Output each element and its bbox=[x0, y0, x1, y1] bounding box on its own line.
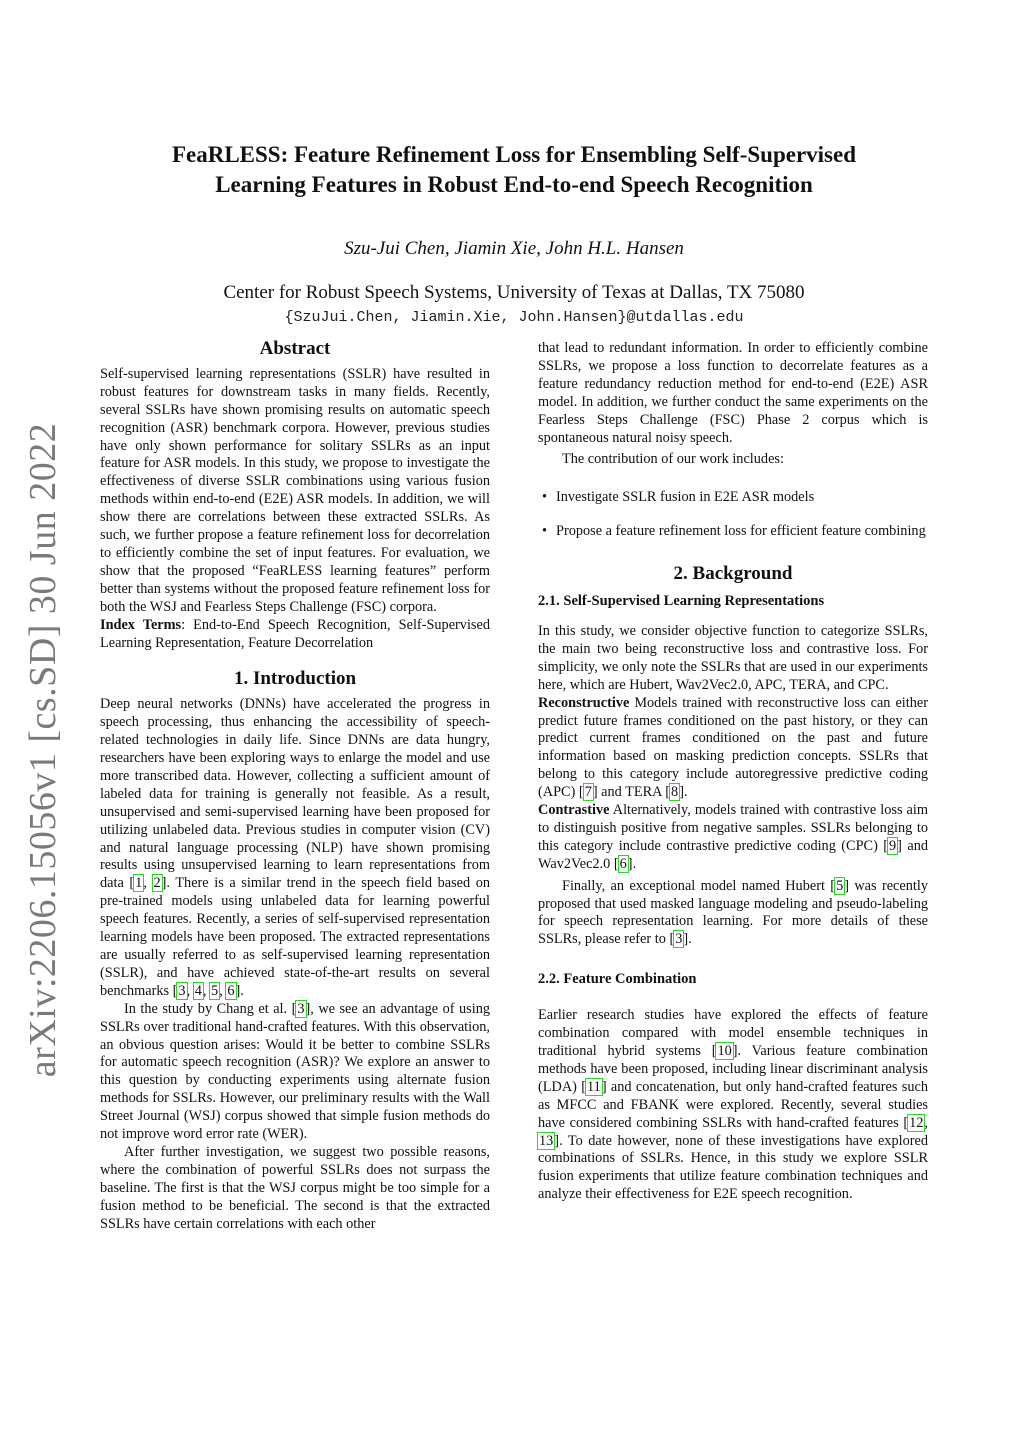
right-column bbox=[538, 340, 928, 1204]
citation-link[interactable]: 10 bbox=[717, 1043, 732, 1059]
affiliation: Center for Robust Speech Systems, University of Texas at Dallas, TX 75080 bbox=[223, 282, 805, 303]
intro-paragraph-2: In the study by Chang et al. [3], we see an advantage of using SSLRs over traditional hand-crafted features. With this observation, an obvious question arises: Would it be better to combine SSLRs for automatic speech recognition (ASR)? We explore an answer to this question by conducting experiments using alternate fusion methods for SSLRs. However, our preliminary results with the Wall Street Journal (WSJ) corpus showed that simple fusion methods do not improve word error rate (WER). bbox=[100, 1000, 490, 1143]
citation-link[interactable]: 4 bbox=[194, 982, 202, 999]
paper-header bbox=[100, 140, 928, 326]
citation-link[interactable]: 2 bbox=[153, 875, 161, 892]
citation-link[interactable]: 9 bbox=[889, 837, 897, 854]
hubert-paragraph: Finally, an exceptional model named Hubert [5] was recently proposed that used masked language modeling and pseudo-labeling for speech representation learning. For more details of these SSLRs, please refer to [3]. bbox=[538, 877, 928, 948]
intro-paragraph-3-continued: that lead to redundant information. In order to efficiently combine SSLRs, we propose a loss function to decorrelate features as a feature redundancy reduction method for end-to-end (E2E) ASR model. In addition, we further conduct the same experiments on the Fearless Steps Challenge (FSC) Phase 2 corpus which is spontaneous natural noisy speech. bbox=[538, 340, 928, 446]
intro-paragraph-4: The contribution of our work includes: bbox=[562, 451, 784, 468]
list-item: • Investigate SSLR fusion in E2E ASR models bbox=[556, 489, 928, 507]
authors: Szu-Jui Chen, Jiamin Xie, John H.L. Hansen bbox=[344, 238, 684, 259]
abstract-body: Self-supervised learning representations (SSLR) have resulted in robust features for downstream tasks in many fields. Recently, several SSLRs have shown promising results on automatic speech recognition (ASR) benchmark corpora. However, previous studies have only shown performance for solitary SSLRs as an input feature for ASR models. In this study, we propose to investigate the effectiveness of diverse SSLR combinations using various fusion methods within end-to-end (E2E) ASR models. In addition, we will show there are correlations between these extracted SSLRs. As such, we further propose a feature refinement loss for decorrelation to efficiently combine the set of input features. For evaluation, we show that the proposed “FeaRLESS learning features” perform better than systems without the proposed feature refinement loss for both the WSJ and Fearless Steps Challenge (FSC) corpora. bbox=[100, 365, 490, 615]
feature-combination-paragraph: Earlier research studies have explored the effects of feature combination compared with model ensemble techniques in traditional hybrid systems [10]. Various feature combination methods have been proposed, including linear discriminant analysis (LDA) [11] and concatenation, but only hand-crafted features such as MFCC and FBANK were explored. Recently, several studies have considered combining SSLRs with hand-crafted features [12, 13]. To date however, none of these investigations have explored combinations of SSLRs. Hence, in this study we explore SSLR fusion experiments that utilize feature combination techniques and analyze their effectiveness for E2E speech recognition. bbox=[538, 1007, 928, 1203]
email: {SzuJui.Chen, Jiamin.Xie, John.Hansen}@utdallas.edu bbox=[284, 309, 744, 326]
reconstructive-paragraph: Reconstructive Models trained with reconstructive loss can either predict future frames conditioned on the past history, or they can predict current frames conditioned on the past and future information based on masking prediction concepts. SSLRs that belong to this category include autoregressive predictive coding (APC) [7] and TERA [8]. bbox=[538, 694, 928, 801]
citation-link[interactable]: 11 bbox=[587, 1078, 601, 1095]
list-item: • Propose a feature refinement loss for efficient feature combining bbox=[556, 523, 928, 541]
citation-link[interactable]: 1 bbox=[135, 875, 143, 892]
index-terms-text: : End-to-End Speech Recognition, Self-Supervised Learning Representation, Feature Decorrelation bbox=[100, 616, 490, 651]
title-line-2: Learning Features in Robust End-to-end Speech Recognition bbox=[215, 172, 813, 197]
title-line-1: FeaRLESS: Feature Refinement Loss for Ensembling Self-Supervised bbox=[171, 142, 857, 167]
left-column bbox=[100, 340, 490, 1234]
citation-link[interactable]: 7 bbox=[584, 784, 592, 801]
citation-link[interactable]: 8 bbox=[671, 784, 679, 801]
citation-link[interactable]: 3 bbox=[675, 931, 683, 948]
citation-link[interactable]: 5 bbox=[836, 877, 844, 894]
paper-title bbox=[100, 140, 928, 200]
citation-link[interactable]: 12 bbox=[909, 1114, 924, 1131]
index-terms bbox=[100, 617, 490, 653]
intro-paragraph-1: Deep neural networks (DNNs) have accelerated the progress in speech processing, thus enhancing the accessibility of speech-related technologies in daily life. Since DNNs are data hungry, researchers have been exploring ways to enlarge the model and use more transcribed data. However, collecting a sufficient amount of labeled data for training is generally not feasible. As a result, unsupervised and semi-supervised learning have been proposed for utilizing unlabeled data. Previous studies in computer vision (CV) and natural language processing (NLP) have shown promising results using unsupervised learning to learn representations from data [1, 2]. There is a similar trend in the speech field based on pre-trained models using unlabeled data for learning powerful speech features. Recently, a series of self-supervised representation learning models have been proposed. The extracted representations are usually referred to as self-supervised learning representation (SSLR), and have achieved state-of-the-art results on several benchmarks [3, 4, 5, 6]. bbox=[100, 696, 491, 999]
citation-link[interactable]: 3 bbox=[297, 1000, 305, 1017]
arxiv-sidebar-stamp bbox=[14, 422, 72, 1078]
intro-paragraph-3: After further investigation, we suggest two possible reasons, where the combination of powerful SSLRs does not surpass the baseline. The first is that the WSJ corpus might be too simple for a fusion method to be beneficial. The second is that the extracted SSLRs have certain correlations with each other bbox=[100, 1143, 490, 1232]
index-terms-label: Index Terms bbox=[100, 616, 182, 633]
contrastive-label: Contrastive bbox=[538, 802, 610, 819]
subsection-2-2-heading: 2.2. Feature Combination bbox=[538, 971, 697, 988]
citation-link[interactable]: 5 bbox=[211, 982, 219, 999]
contrastive-paragraph: Contrastive Alternatively, models trained with contrastive loss aim to distinguish positive from negative samples. SSLRs belonging to this category include contrastive predictive coding (CPC) [9] and Wav2Vec2.0 [6]. bbox=[538, 802, 929, 872]
contribution-list bbox=[538, 489, 928, 541]
background-heading: 2. Background bbox=[673, 563, 793, 585]
citation-link[interactable]: 13 bbox=[539, 1132, 554, 1149]
arxiv-id: arXiv:2206.15056v1 [cs.SD] 30 Jun 2022 bbox=[22, 422, 64, 1078]
intro-heading: 1. Introduction bbox=[233, 668, 357, 690]
reconstructive-label: Reconstructive bbox=[538, 694, 630, 711]
citation-link[interactable]: 3 bbox=[178, 982, 186, 999]
citation-link[interactable]: 6 bbox=[227, 982, 235, 999]
abstract-heading: Abstract bbox=[259, 338, 331, 359]
subsection-2-1-heading: 2.1. Self-Supervised Learning Representations bbox=[538, 593, 825, 610]
citation-link[interactable]: 6 bbox=[619, 855, 627, 872]
ssl-paragraph: In this study, we consider objective function to categorize SSLRs, the main two being reconstructive loss and contrastive loss. For simplicity, we only note the SSLRs that are used in our experiments here, which are Hubert, Wav2Vec2.0, APC, TERA, and CPC. bbox=[538, 622, 928, 693]
